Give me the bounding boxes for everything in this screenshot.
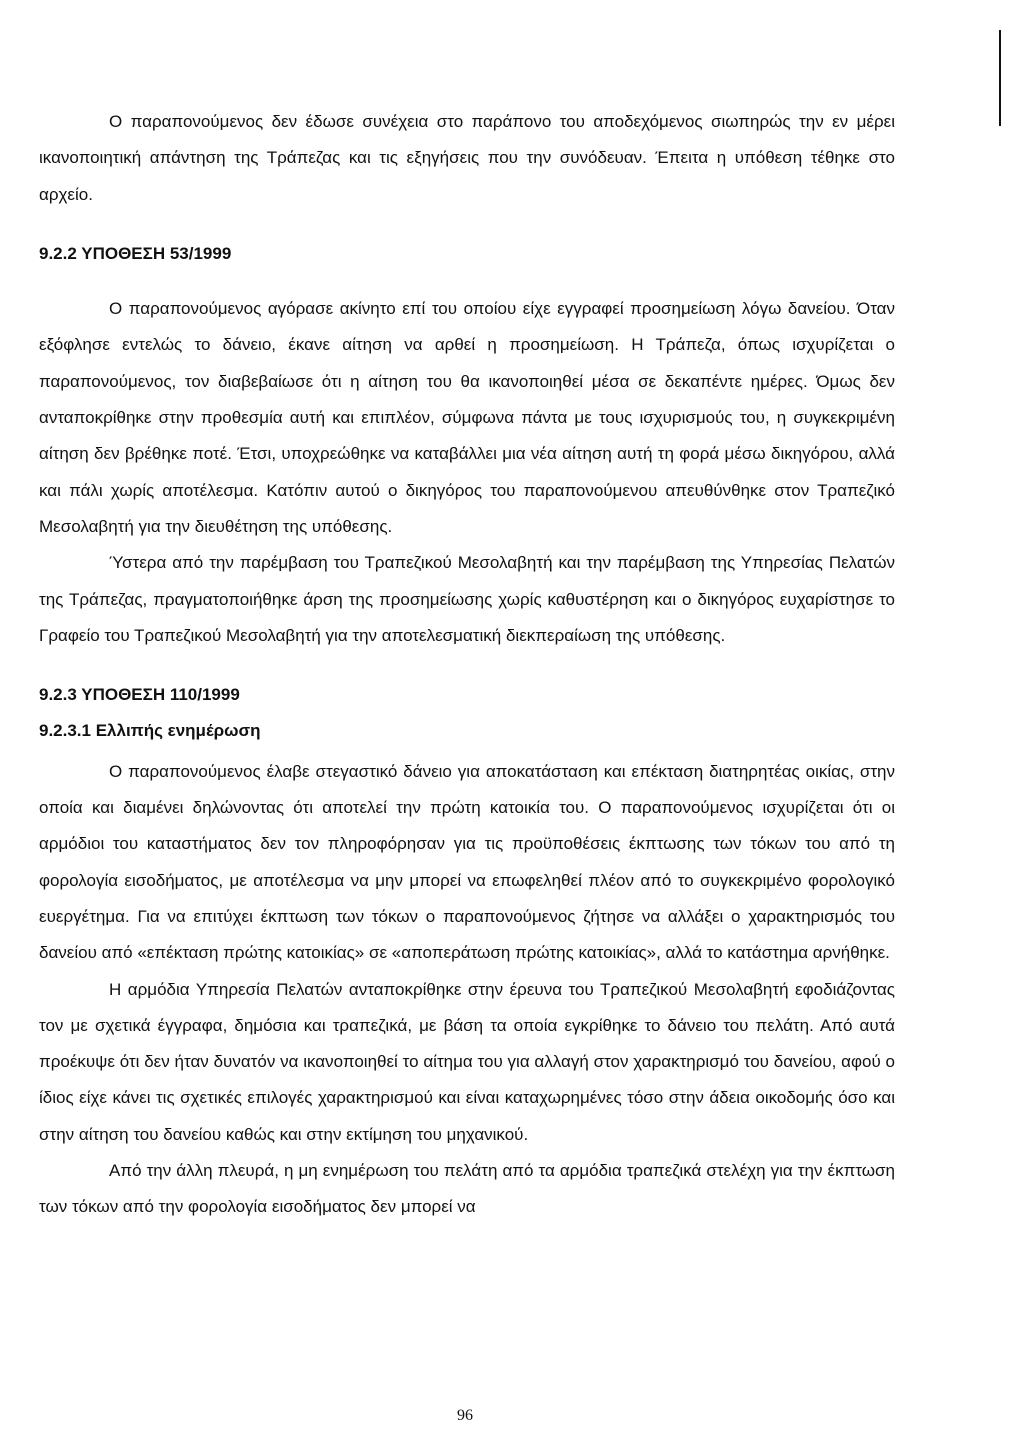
- page-number: 96: [457, 1407, 473, 1424]
- margin-rule: [999, 30, 1001, 126]
- paragraph: Η αρμόδια Υπηρεσία Πελατών ανταποκρίθηκε στην έρευνα του Τραπεζικού Μεσολαβητή εφοδιάζοντας τον με σχετικά έγγραφα, δημόσια και τραπεζικά, με βάση τα οποία εγκρίθηκε το δάνειο του πελάτη. Από αυτά προέκυψε ότι δεν ήταν δυνατόν να ικανοποιηθεί το αίτημα του για αλλαγή στον χαρακτηρισμό του δανείου, αφού ο ίδιος είχε κάνει τις σχετικές επιλογές χαρακτηρισμού και είναι καταχωρημένες τόσο στην άδεια οικοδομής όσο και στην αίτηση του δανείου καθώς και στην εκτίμηση του μηχανικού.: [39, 979, 895, 1144]
- section-heading: 9.2.3 ΥΠΟΘΕΣΗ 110/1999: [39, 685, 240, 705]
- paragraph: Ύστερα από την παρέμβαση του Τραπεζικού Μεσολαβητή και την παρέμβαση της Υπηρεσίας Πελατών της Τράπεζας, πραγματοποιήθηκε άρση της προσημείωσης χωρίς καθυστέρηση και ο δικηγόρος ευχαρίστησε το Γραφείο του Τραπεζικού Μεσολαβητή για την αποτελεσματική διεκπεραίωση της υπόθεσης.: [39, 553, 895, 645]
- subsection-heading: 9.2.3.1 Ελλιπής ενημέρωση: [39, 721, 261, 741]
- paragraph: Ο παραπονούμενος αγόρασε ακίνητο επί του οποίου είχε εγγραφεί προσημείωση λόγω δανείου. Όταν εξόφλησε εντελώς το δάνειο, έκανε αίτηση να αρθεί η προσημείωση. Η Τράπεζα, όπως ισχυρίζεται ο παραπονούμενος, τον διαβεβαίωσε ότι η αίτηση του θα ικανοποιηθεί μέσα σε δεκαπέντε ημέρες. Όμως δεν ανταποκρίθηκε στην προθεσμία αυτή και επιπλέον, σύμφωνα πάντα με τους ισχυρισμούς του, η συγκεκριμένη αίτηση δεν βρέθηκε ποτέ. Έτσι, υποχρεώθηκε να καταβάλλει μια νέα αίτηση αυτή τη φορά μέσω δικηγόρου, αλλά και πάλι χωρίς αποτέλεσμα. Κατόπιν αυτού ο δικηγόρος του παραπονούμενου απευθύνθηκε στον Τραπεζικό Μεσολαβητή για την διευθέτηση της υπόθεσης.: [39, 299, 895, 536]
- section-heading: 9.2.2 ΥΠΟΘΕΣΗ 53/1999: [39, 243, 232, 263]
- paragraph: Από την άλλη πλευρά, η μη ενημέρωση του πελάτη από τα αρμόδια τραπεζικά στελέχη για την έκπτωση των τόκων από την φορολογία εισοδήματος δεν μπορεί να: [39, 1161, 895, 1217]
- paragraph: Ο παραπονούμενος έλαβε στεγαστικό δάνειο για αποκατάσταση και επέκταση διατηρητέας οικίας, στην οποία και διαμένει δηλώνοντας ότι αποτελεί την πρώτη κατοικία του. Ο παραπονούμενος ισχυρίζεται ότι οι αρμόδιοι του καταστήματος δεν τον πληροφόρησαν για τις προϋποθέσεις έκπτωσης των τόκων του από τη φορολογία εισοδήματος, με αποτέλεσμα να μην μπορεί να επωφεληθεί πλέον από το συγκεκριμένο φορολογικό ευεργέτημα. Για να επιτύχει έκπτωση των τόκων ο παραπονούμενος ζήτησε να αλλάξει ο χαρακτηρισμός του δανείου από «επέκταση πρώτης κατοικίας» σε «αποπεράτωση πρώτης κατοικίας», αλλά το κατάστημα αρνήθηκε.: [39, 761, 895, 963]
- paragraph: Ο παραπονούμενος δεν έδωσε συνέχεια στο παράπονο του αποδεχόμενος σιωπηρώς την εν μέρει ικανοποιητική απάντηση της Τράπεζας και τις εξηγήσεις που την συνόδευαν. Έπειτα η υπόθεση τέθηκε στο αρχείο.: [39, 112, 895, 204]
- document-body: [39, 104, 895, 1226]
